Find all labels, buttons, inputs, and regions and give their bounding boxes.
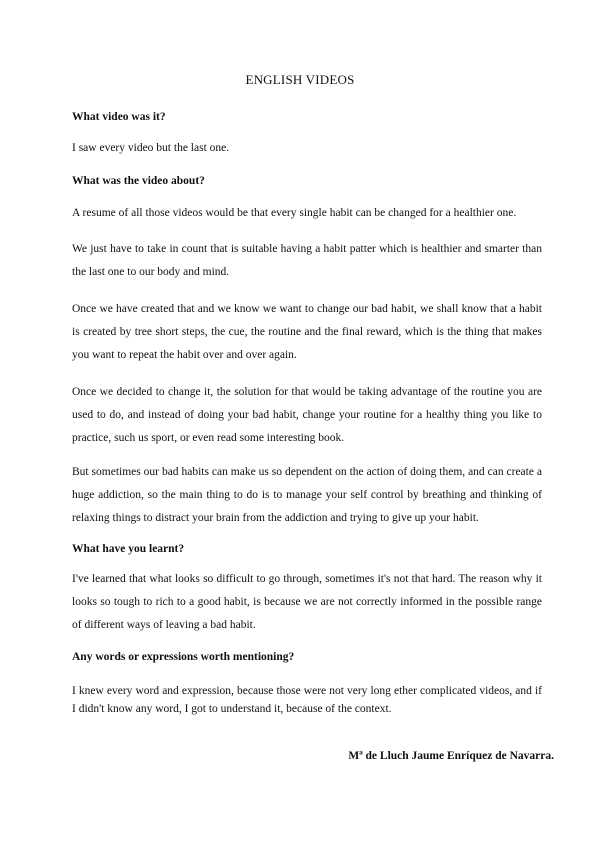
- answer-paragraph: I knew every word and expression, because those were not very long ether complicated videos, and if I didn't know any word, I got to understand it, because of the context.: [72, 685, 542, 715]
- answer-paragraph: Once we decided to change it, the solution for that would be taking advantage of the routine you are used to do, and instead of doing your bad habit, change your routine for a healthy thing you like to practice, such us sport, or even read some interesting book.: [72, 386, 542, 444]
- answer-paragraph: We just have to take in count that is suitable having a habit patter which is healthier and smarter than the last one to our body and mind.: [72, 243, 542, 278]
- answer-paragraph: But sometimes our bad habits can make us so dependent on the action of doing them, and can create a huge addiction, so the main thing to do is to manage your self control by breathing and thinking of relaxing things to distract your brain from the addiction and trying to give up your habit.: [72, 466, 542, 524]
- answer-paragraph: I saw every video but the last one.: [72, 142, 230, 154]
- answer-paragraph: Once we have created that and we know we want to change our bad habit, we shall know that a habit is created by tree short steps, the cue, the routine and the final reward, which is the thing that makes you want to repeat the habit over and over again.: [72, 303, 542, 361]
- answer-paragraph: A resume of all those videos would be that every single habit can be changed for a healthier one.: [72, 207, 517, 219]
- question-heading: Any words or expressions worth mentioning?: [72, 651, 295, 663]
- question-heading: What video was it?: [72, 111, 166, 123]
- signature: Mª de Lluch Jaume Enríquez de Navarra.: [348, 750, 554, 762]
- question-heading: What have you learnt?: [72, 543, 185, 555]
- answer-paragraph: I've learned that what looks so difficult to go through, sometimes it's not that hard. The reason why it looks so tough to rich to a good habit, is because we are not correctly informed in the possible range of different ways of leaving a bad habit.: [72, 573, 542, 631]
- document-title: ENGLISH VIDEOS: [245, 72, 355, 87]
- question-heading: What was the video about?: [72, 175, 205, 187]
